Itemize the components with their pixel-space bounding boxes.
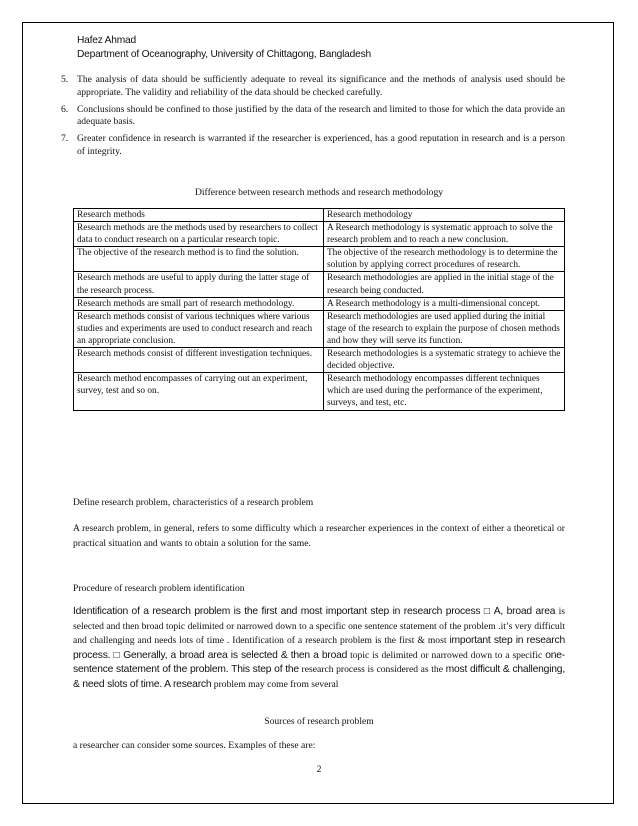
table-cell: Research methods are small part of research methodology. [74, 297, 324, 310]
comparison-table [73, 208, 565, 411]
numbered-list [61, 74, 565, 163]
table-header-row [74, 209, 565, 222]
list-item-text: Conclusions should be confined to those justified by the data of the research and limited to those for which the data provide an adequate basis. [77, 103, 565, 128]
table-cell: Research methodologies is a systematic strategy to achieve the decided objective. [324, 348, 565, 373]
table-cell: Research methods are useful to apply during the latter stage of the research process. [74, 272, 324, 297]
paragraph-text: research process is considered as the [298, 664, 446, 676]
department-line: Department of Oceanography, University of Chittagong, Bangladesh [77, 49, 371, 60]
column-header-methods: Research methods [74, 209, 324, 222]
table-cell: The objective of the research methodology is to determine the solution by applying correct procedures of research. [324, 247, 565, 272]
highlighted-text: one-sentence statement of the problem. This step of the [73, 649, 566, 676]
table-cell: Research methodologies are applied in the initial stage of the research being conducted. [324, 272, 565, 297]
procedure-heading: Procedure of research problem identification [73, 583, 245, 594]
sources-heading: Sources of research problem [264, 716, 374, 727]
list-item-number: 5. [61, 74, 69, 85]
author-name: Hafez Ahmad [77, 35, 136, 46]
page-header [77, 34, 371, 62]
highlighted-text: most difficult & challenging, & need slots of time. A research [73, 664, 565, 690]
sources-text: a researcher can consider some sources. Examples of these are: [73, 740, 316, 751]
table-cell: A Research methodology is systematic approach to solve the research problem and to reach a new conclusion. [324, 222, 565, 247]
list-item-number: 6. [61, 103, 69, 115]
define-heading: Define research problem, characteristics of a research problem [73, 497, 314, 508]
table-caption: Difference between research methods and research methodology [194, 187, 444, 198]
list-item [61, 104, 565, 130]
table-cell: Research methods are the methods used by researchers to collect data to conduct research on a particular research topic. [74, 222, 324, 247]
table-row [74, 348, 565, 373]
table-row [74, 222, 565, 247]
list-item [61, 74, 565, 100]
table-cell: Research methods consist of different investigation techniques. [74, 348, 324, 373]
table-row [74, 272, 565, 297]
list-item-number: 7. [61, 133, 69, 145]
page-number: 2 [316, 764, 322, 775]
highlighted-text: Identification of a research problem is the first and most important step in research process □ A, broad area [73, 606, 556, 617]
document-page [22, 22, 614, 804]
table-cell: Research method encompasses of carrying out an experiment, survey, test and so on. [74, 373, 324, 410]
define-paragraph: A research problem, in general, refers to some difficulty which a researcher experiences in the context of either a theoretical or practical situation and wants to obtain a solution for the same. [73, 523, 565, 549]
column-header-methodology: Research methodology [324, 209, 565, 222]
table-row [74, 310, 565, 347]
procedure-paragraph [73, 605, 565, 693]
list-item [61, 133, 565, 159]
paragraph-text: topic is delimited or narrowed down to a specific [347, 649, 546, 661]
table-cell: Research methods consist of various techniques where various studies and experiments are used to conduct research and reach an appropriate conclusion. [74, 310, 324, 347]
list-item-text: Greater confidence in research is warranted if the researcher is experienced, has a good reputation in research and is a person of integrity. [77, 133, 565, 157]
paragraph-text: is selected and then broad topic delimited or narrowed down to a specific one sentence statement of the problem .it’s very difficult and challenging and needs lots of time . Identification of a research problem is the first & most [73, 606, 565, 647]
table-cell: Research methodologies are used applied during the initial stage of the research to explain the purpose of chosen methods and how they will serve its function. [324, 310, 565, 347]
table-cell: Research methodology encompasses different techniques which are used during the performance of the experiment, surveys, and test, etc. [324, 373, 565, 410]
table-cell: The objective of the research method is to find the solution. [74, 247, 324, 272]
list-item-text: The analysis of data should be sufficiently adequate to reveal its significance and the methods of analysis used should be appropriate. The validity and reliability of the data should be checked carefully. [77, 74, 565, 98]
table-row [74, 297, 565, 310]
table-row [74, 247, 565, 272]
paragraph-text: problem may come from several [211, 678, 339, 690]
table-row [74, 373, 565, 410]
table-cell: A Research methodology is a multi-dimensional concept. [324, 297, 565, 310]
highlighted-text: important step in research process. □ Generally, a broad area is selected & then a broad [73, 635, 566, 661]
